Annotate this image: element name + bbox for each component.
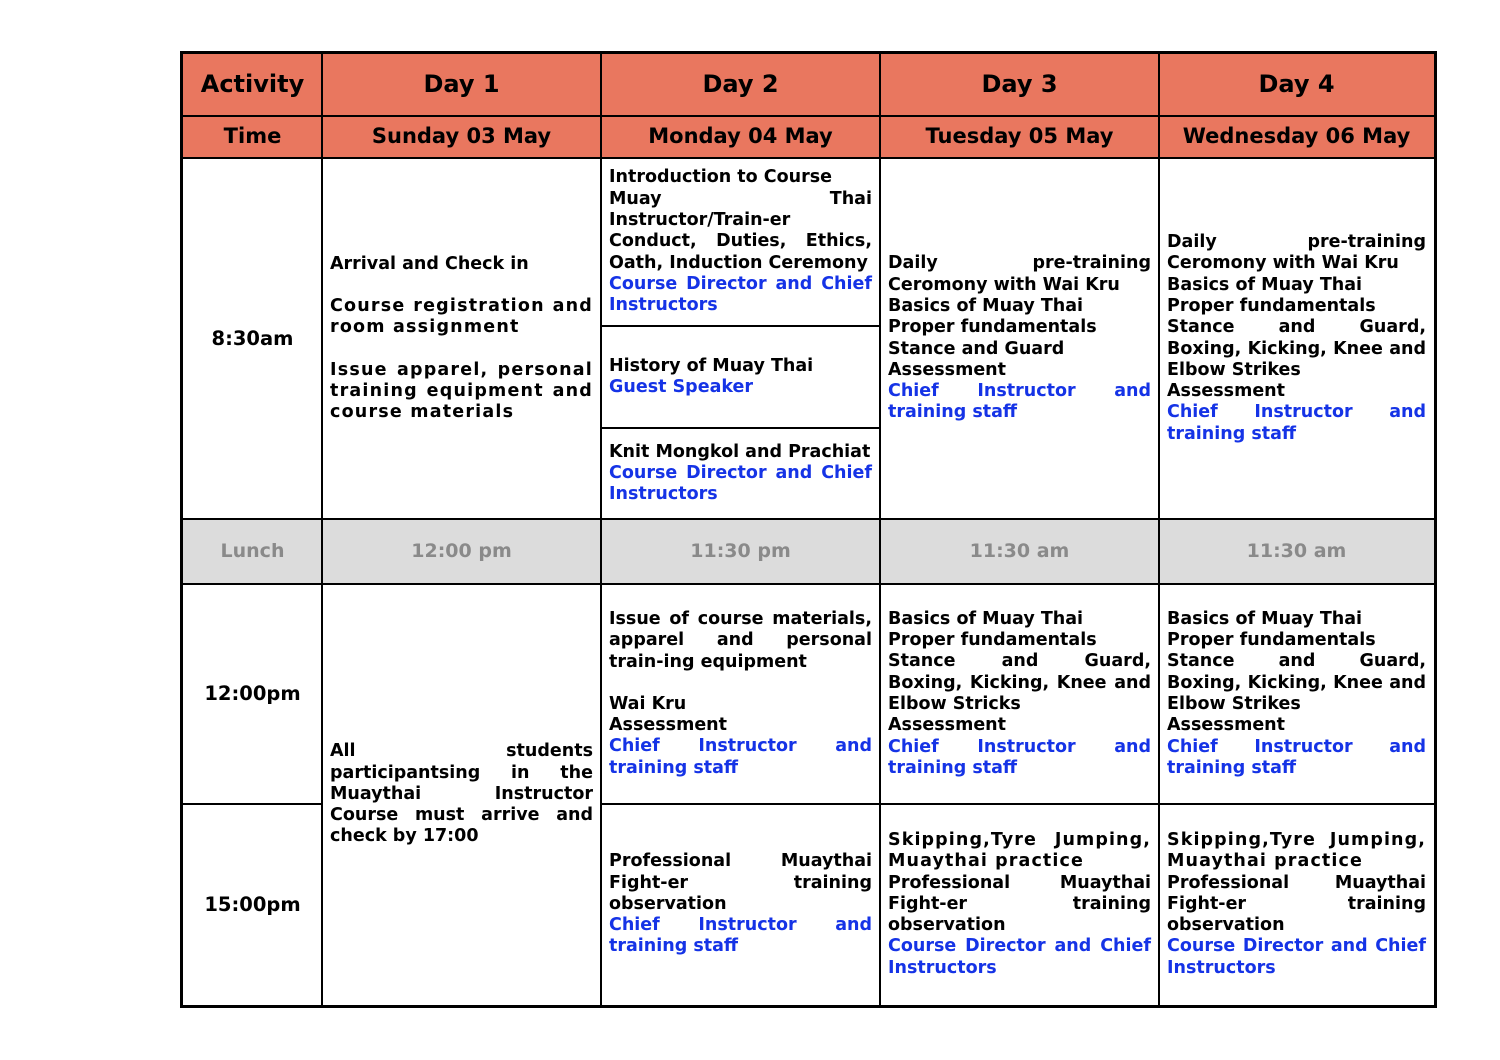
morning-day-4 bbox=[1159, 158, 1434, 519]
activity-text: Proper fundamentals bbox=[888, 317, 1097, 338]
activity-text: Assessment bbox=[888, 359, 1007, 380]
staff-text: Guest Speaker bbox=[609, 377, 754, 397]
date-label: Monday 04 May bbox=[648, 124, 833, 149]
activity-text: Course registration and room assignment bbox=[330, 295, 593, 338]
activity-text: Issue apparel, personal training equipment and course materials bbox=[330, 359, 593, 423]
activity-text: Issue of course materials, apparel and personal train-ing equipment bbox=[609, 608, 872, 672]
activity-text: Professional Muaythai Fight-er training observation bbox=[888, 872, 1151, 936]
activity-text: All students participantsing in the Muaythai Instructor Course must arrive and check by 17:00 bbox=[330, 741, 593, 847]
grid-line bbox=[1158, 54, 1160, 1005]
activity-text: Wai Kru bbox=[609, 693, 687, 714]
morning-day-1 bbox=[322, 158, 601, 519]
activity-text: Assessment bbox=[609, 715, 728, 736]
grid-line bbox=[183, 115, 1434, 117]
activity-text: Assessment bbox=[1167, 381, 1286, 402]
header-activity bbox=[183, 54, 322, 116]
lunch-day-4 bbox=[1159, 519, 1434, 584]
lunch-day-2 bbox=[601, 519, 880, 584]
date-label: Sunday 03 May bbox=[371, 124, 552, 149]
lunch-time: 11:30 pm bbox=[690, 539, 791, 562]
header-day-4 bbox=[1159, 54, 1434, 116]
day-label: Day 4 bbox=[1258, 70, 1335, 99]
morning-day-3 bbox=[880, 158, 1159, 519]
header-day-2 bbox=[601, 54, 880, 116]
header-date-2 bbox=[601, 116, 880, 158]
day-label: Day 2 bbox=[702, 70, 779, 99]
morning-day-2-history bbox=[601, 326, 880, 428]
grid-line bbox=[600, 325, 880, 327]
activity-title: History of Muay Thai bbox=[609, 355, 814, 376]
header-date-4 bbox=[1159, 116, 1434, 158]
lunch-day-3 bbox=[880, 519, 1159, 584]
activity-text: Skipping,Tyre Jumping, Muaythai practice bbox=[888, 829, 1151, 872]
time-noon bbox=[183, 584, 322, 804]
activity-text: Arrival and Check in bbox=[330, 253, 529, 274]
staff-text: Course Director and Chief Instructors bbox=[609, 273, 872, 316]
staff-text: Chief Instructor and training staff bbox=[1167, 736, 1426, 778]
day-label: Day 1 bbox=[423, 70, 500, 99]
staff-text: Chief Instructor and training staff bbox=[609, 915, 872, 957]
spacer bbox=[330, 339, 593, 360]
day-label: Day 3 bbox=[981, 70, 1058, 99]
activity-text: Basics of Muay Thai bbox=[888, 608, 1084, 629]
staff-text: Course Director and Chief Instructors bbox=[1167, 936, 1426, 978]
time-afternoon bbox=[183, 804, 322, 1005]
grid-line bbox=[183, 518, 1434, 520]
header-time bbox=[183, 116, 322, 158]
activity-text: Professional Muaythai Fight-er training observation bbox=[1167, 872, 1426, 936]
staff-text: Chief Instructor and training staff bbox=[888, 381, 1151, 423]
lunch-label-cell bbox=[183, 519, 322, 584]
header-activity-label: Activity bbox=[200, 70, 305, 99]
morning-day-2-knit bbox=[601, 428, 880, 519]
late-day-3 bbox=[880, 804, 1159, 1005]
activity-text: Basics of Muay Thai bbox=[1167, 274, 1363, 295]
activity-text: Stance and Guard, Boxing, Kicking, Knee and Elbow Stricks bbox=[888, 651, 1151, 714]
activity-text: Muay Thai Instructor/Train-er Conduct, Duties, Ethics, Oath, Induction Ceremony bbox=[609, 188, 872, 273]
grid-line bbox=[600, 803, 1434, 805]
time-morning bbox=[183, 158, 322, 519]
late-day-4 bbox=[1159, 804, 1434, 1005]
activity-title: Knit Mongkol and Prachiat bbox=[609, 441, 871, 462]
noon-day-4 bbox=[1159, 584, 1434, 804]
staff-text: Course Director and Chief Instructors bbox=[609, 462, 872, 505]
header-day-1 bbox=[322, 54, 601, 116]
staff-text: Chief Instructor and training staff bbox=[888, 736, 1151, 778]
activity-text: Proper fundamentals bbox=[1167, 630, 1376, 651]
lunch-time: 12:00 pm bbox=[411, 539, 512, 562]
late-day-2 bbox=[601, 804, 880, 1005]
lunch-label: Lunch bbox=[220, 539, 285, 562]
header-date-1 bbox=[322, 116, 601, 158]
staff-text: Chief Instructor and training staff bbox=[1167, 402, 1426, 444]
activity-text: Proper fundamentals bbox=[1167, 295, 1376, 316]
time-label: 8:30am bbox=[211, 326, 294, 350]
lunch-day-1 bbox=[322, 519, 601, 584]
staff-text: Course Director and Chief Instructors bbox=[888, 936, 1151, 978]
activity-text: Stance and Guard, Boxing, Kicking, Knee and Elbow Strikes bbox=[1167, 651, 1426, 714]
lunch-time: 11:30 am bbox=[969, 539, 1070, 562]
grid-line bbox=[321, 54, 323, 1005]
date-label: Tuesday 05 May bbox=[925, 124, 1114, 149]
header-day-3 bbox=[880, 54, 1159, 116]
noon-day-3 bbox=[880, 584, 1159, 804]
spacer bbox=[609, 673, 872, 694]
grid-line bbox=[600, 54, 602, 1005]
header-date-3 bbox=[880, 116, 1159, 158]
activity-text: Assessment bbox=[888, 715, 1007, 736]
grid-line bbox=[183, 803, 322, 805]
schedule-table bbox=[180, 51, 1437, 1008]
activity-text: Daily pre-training Ceromony with Wai Kru bbox=[888, 253, 1151, 295]
header-time-label: Time bbox=[223, 124, 282, 149]
grid-line bbox=[600, 427, 880, 429]
morning-day-2-intro bbox=[601, 158, 880, 326]
date-label: Wednesday 06 May bbox=[1182, 124, 1411, 149]
grid-line bbox=[879, 54, 881, 1005]
time-label: 12:00pm bbox=[204, 682, 301, 706]
activity-title: Introduction to Course bbox=[609, 167, 833, 188]
time-label: 15:00pm bbox=[204, 892, 301, 916]
activity-text: Assessment bbox=[1167, 715, 1286, 736]
spacer bbox=[330, 275, 593, 296]
activity-text: Stance and Guard, Boxing, Kicking, Knee and Elbow Strikes bbox=[1167, 317, 1426, 380]
staff-text: Chief Instructor and training staff bbox=[609, 736, 872, 778]
activity-text: Stance and Guard bbox=[888, 338, 1065, 359]
afternoon-day-1 bbox=[322, 584, 601, 1005]
activity-text: Skipping,Tyre Jumping, Muaythai practice bbox=[1167, 829, 1426, 872]
grid-line bbox=[183, 157, 1434, 159]
activity-text: Professional Muaythai Fight-er training observation bbox=[609, 851, 872, 914]
lunch-time: 11:30 am bbox=[1246, 539, 1347, 562]
activity-text: Basics of Muay Thai bbox=[888, 295, 1084, 316]
activity-text: Daily pre-training Ceromony with Wai Kru bbox=[1167, 232, 1426, 274]
activity-text: Proper fundamentals bbox=[888, 630, 1097, 651]
grid-line bbox=[183, 583, 1434, 585]
noon-day-2 bbox=[601, 584, 880, 804]
activity-text: Basics of Muay Thai bbox=[1167, 608, 1363, 629]
